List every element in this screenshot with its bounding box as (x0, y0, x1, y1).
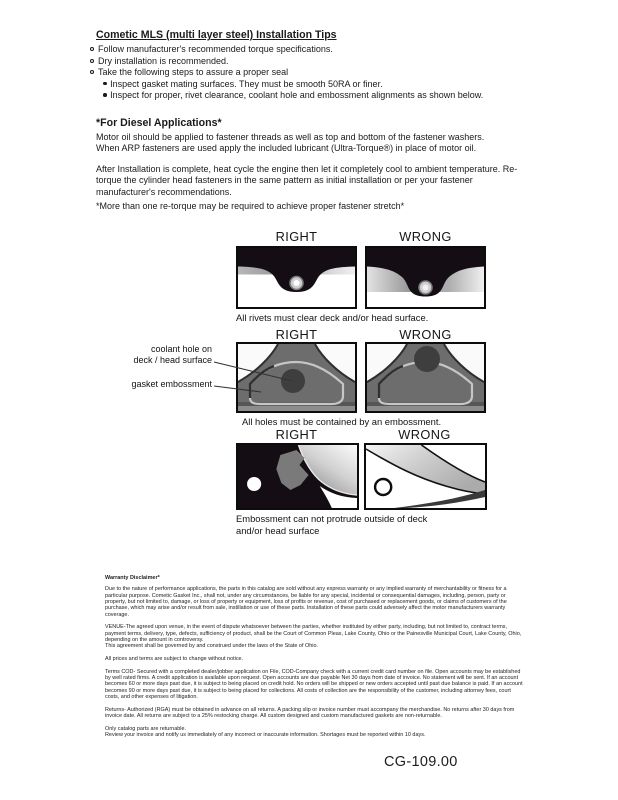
rivet-clearance-right-illustration (238, 248, 355, 307)
embossment-protrusion-wrong-illustration (366, 445, 485, 508)
prices-terms-line: All prices and terms are subject to change without notice. (105, 655, 244, 662)
retorque-note: *More than one re-torque may be required to achieve proper fastener stretch* (96, 201, 405, 211)
rivet-clearance-wrong-illustration (367, 248, 484, 307)
diagram-row1-right (236, 246, 357, 309)
row2-caption: All holes must be contained by an embossment. (242, 416, 442, 427)
paragraph-line: When ARP fasteners are used apply the included lubricant (Ultra-Torque®) in place of motor oil. (96, 143, 477, 154)
right-label: RIGHT (275, 327, 318, 342)
diesel-paragraph-2: After Installation is complete, heat cycle the engine then let it completely cool to ambient temperature. Re-torque the cylinder head fasteners in the same pattern as initial installation or per your fastener manufacturer's recommendations. (96, 164, 518, 197)
warranty-heading: Warranty Disclaimer* (105, 575, 160, 581)
diesel-heading: *For Diesel Applications* (96, 117, 222, 129)
list-item (90, 56, 570, 68)
diagram-row2-wrong (365, 342, 486, 413)
embossment-containment-right-illustration (238, 344, 355, 411)
caption-line: Embossment can not protrude outside of deck (236, 513, 428, 524)
diagram-row2-right (236, 342, 357, 413)
list-item-text: Take the following steps to assure a proper seal (98, 67, 289, 77)
list-item-text: Inspect gasket mating surfaces. They must be smooth 50RA or finer. (110, 78, 383, 89)
returns-paragraph: Returns- Authorized (RGA) must be obtained in advance on all returns. A packing slip or invoice number must accompany the merchandise. No returns after 30 days from invoice date. All returns are subject to a 25% restocking charge. All custom designed and custom manufactured gaskets are non-returnable. (105, 706, 515, 719)
wrong-label: WRONG (399, 229, 452, 244)
wrong-label: WRONG (399, 327, 452, 342)
list-item (103, 79, 570, 91)
spacer (98, 366, 212, 379)
governing-law-line: This agreement shall be governed by and construed under the laws of the State of Ohio. (105, 643, 319, 650)
caption-line: and/or head surface (236, 524, 320, 536)
diagram-row1-wrong (365, 246, 486, 309)
coolant-hole-label: coolant hole on (150, 344, 212, 354)
list-item (103, 90, 570, 102)
list-item-text: Inspect for proper, rivet clearance, coolant hole and embossment alignments as shown below. (110, 90, 484, 100)
tips-list (90, 44, 570, 102)
circle-bullet-icon (90, 59, 94, 63)
warranty-paragraph: Due to the nature of performance applications, the parts in this catalog are sold without any express warranty or any implied warranty of merchantability or fitness for a particular purpose. Cometic Gasket Inc., shall not, under any circumstances, be liable for any special, incidental or consequential damages, including, person, party or property, but not limited to, damage, or loss of property or equipment, loss of profits or revenue, cost of purchased or replacement goods, or claims of customers of the purchase, which may arise and/or result from sale, instillation or use of these parts. Installation of these parts could adversely affect the motor manufacturers warranty coverage. (105, 586, 507, 618)
row3-caption (236, 513, 427, 536)
gasket-embossment-label: gasket embossment (131, 378, 212, 389)
warranty-disclaimer (105, 575, 524, 738)
diagram-row3-wrong (364, 443, 487, 510)
list-item (90, 44, 570, 56)
row1-caption: All rivets must clear deck and/or head surface. (236, 312, 429, 323)
right-label: RIGHT (275, 427, 318, 442)
coolant-hole-label: deck / head surface (133, 354, 212, 365)
embossment-protrusion-right-illustration (238, 445, 357, 508)
paragraph-line: Motor oil should be applied to fastener threads as well as top and bottom of the fastener washers. (96, 132, 485, 142)
row2-callouts (98, 344, 212, 389)
page-title: Cometic MLS (multi layer steel) Installation Tips (96, 29, 337, 41)
embossment-containment-wrong-illustration (367, 344, 484, 411)
list-item-text: Dry installation is recommended. (98, 55, 229, 66)
invoice-review-line: Review your invoice and notify us immediately of any incorrect or inaccurate information. Shortages must be reported within 10 days. (105, 731, 426, 738)
dot-bullet-icon (103, 82, 107, 86)
page-code: CG-109.00 (384, 754, 458, 770)
right-label: RIGHT (275, 229, 318, 244)
circle-bullet-icon (90, 47, 94, 51)
list-item (90, 67, 570, 79)
terms-cod-paragraph: Terms COD- Secured with a completed dealer/jobber application on File, COD-Company check with a current credit card number on file. Open accounts may be established by well rated firms. A credit application is available upon request. Open accounts are due payable Net 30 days from date of invoice. No statement will be sent. If an account becomes 60 or more days past due, it is subject to being placed on credit hold. No orders will be shipped or new orders accepted until past due balance is paid. If an account becomes 90 or more days past due, it is subject to being placed for collections. All costs of collection are the responsibility of the customer, including attorney fees, court costs, and other expenses of litigation. (105, 668, 523, 700)
circle-bullet-icon (90, 70, 94, 74)
list-item-text: Follow manufacturer's recommended torque specifications. (98, 44, 333, 54)
diagram-row3-right (236, 443, 359, 510)
diesel-paragraph-1 (96, 132, 566, 155)
venue-paragraph: VENUE-The agreed upon venue, in the event of dispute whatsoever between the parties, whether instituted by either party, including, but not limited to, contract terms, payment terms, delivery, type, defects, sufficiency of product, shall be the Court of Common Pleas, Lake County, Ohio or the Painesville Municipal Court, Lake County, Ohio, depending on the amount in controversy. (105, 624, 522, 643)
returnable-line: Only catalog parts are returnable. (105, 725, 187, 732)
dot-bullet-icon (103, 93, 107, 97)
wrong-label: WRONG (398, 427, 451, 442)
